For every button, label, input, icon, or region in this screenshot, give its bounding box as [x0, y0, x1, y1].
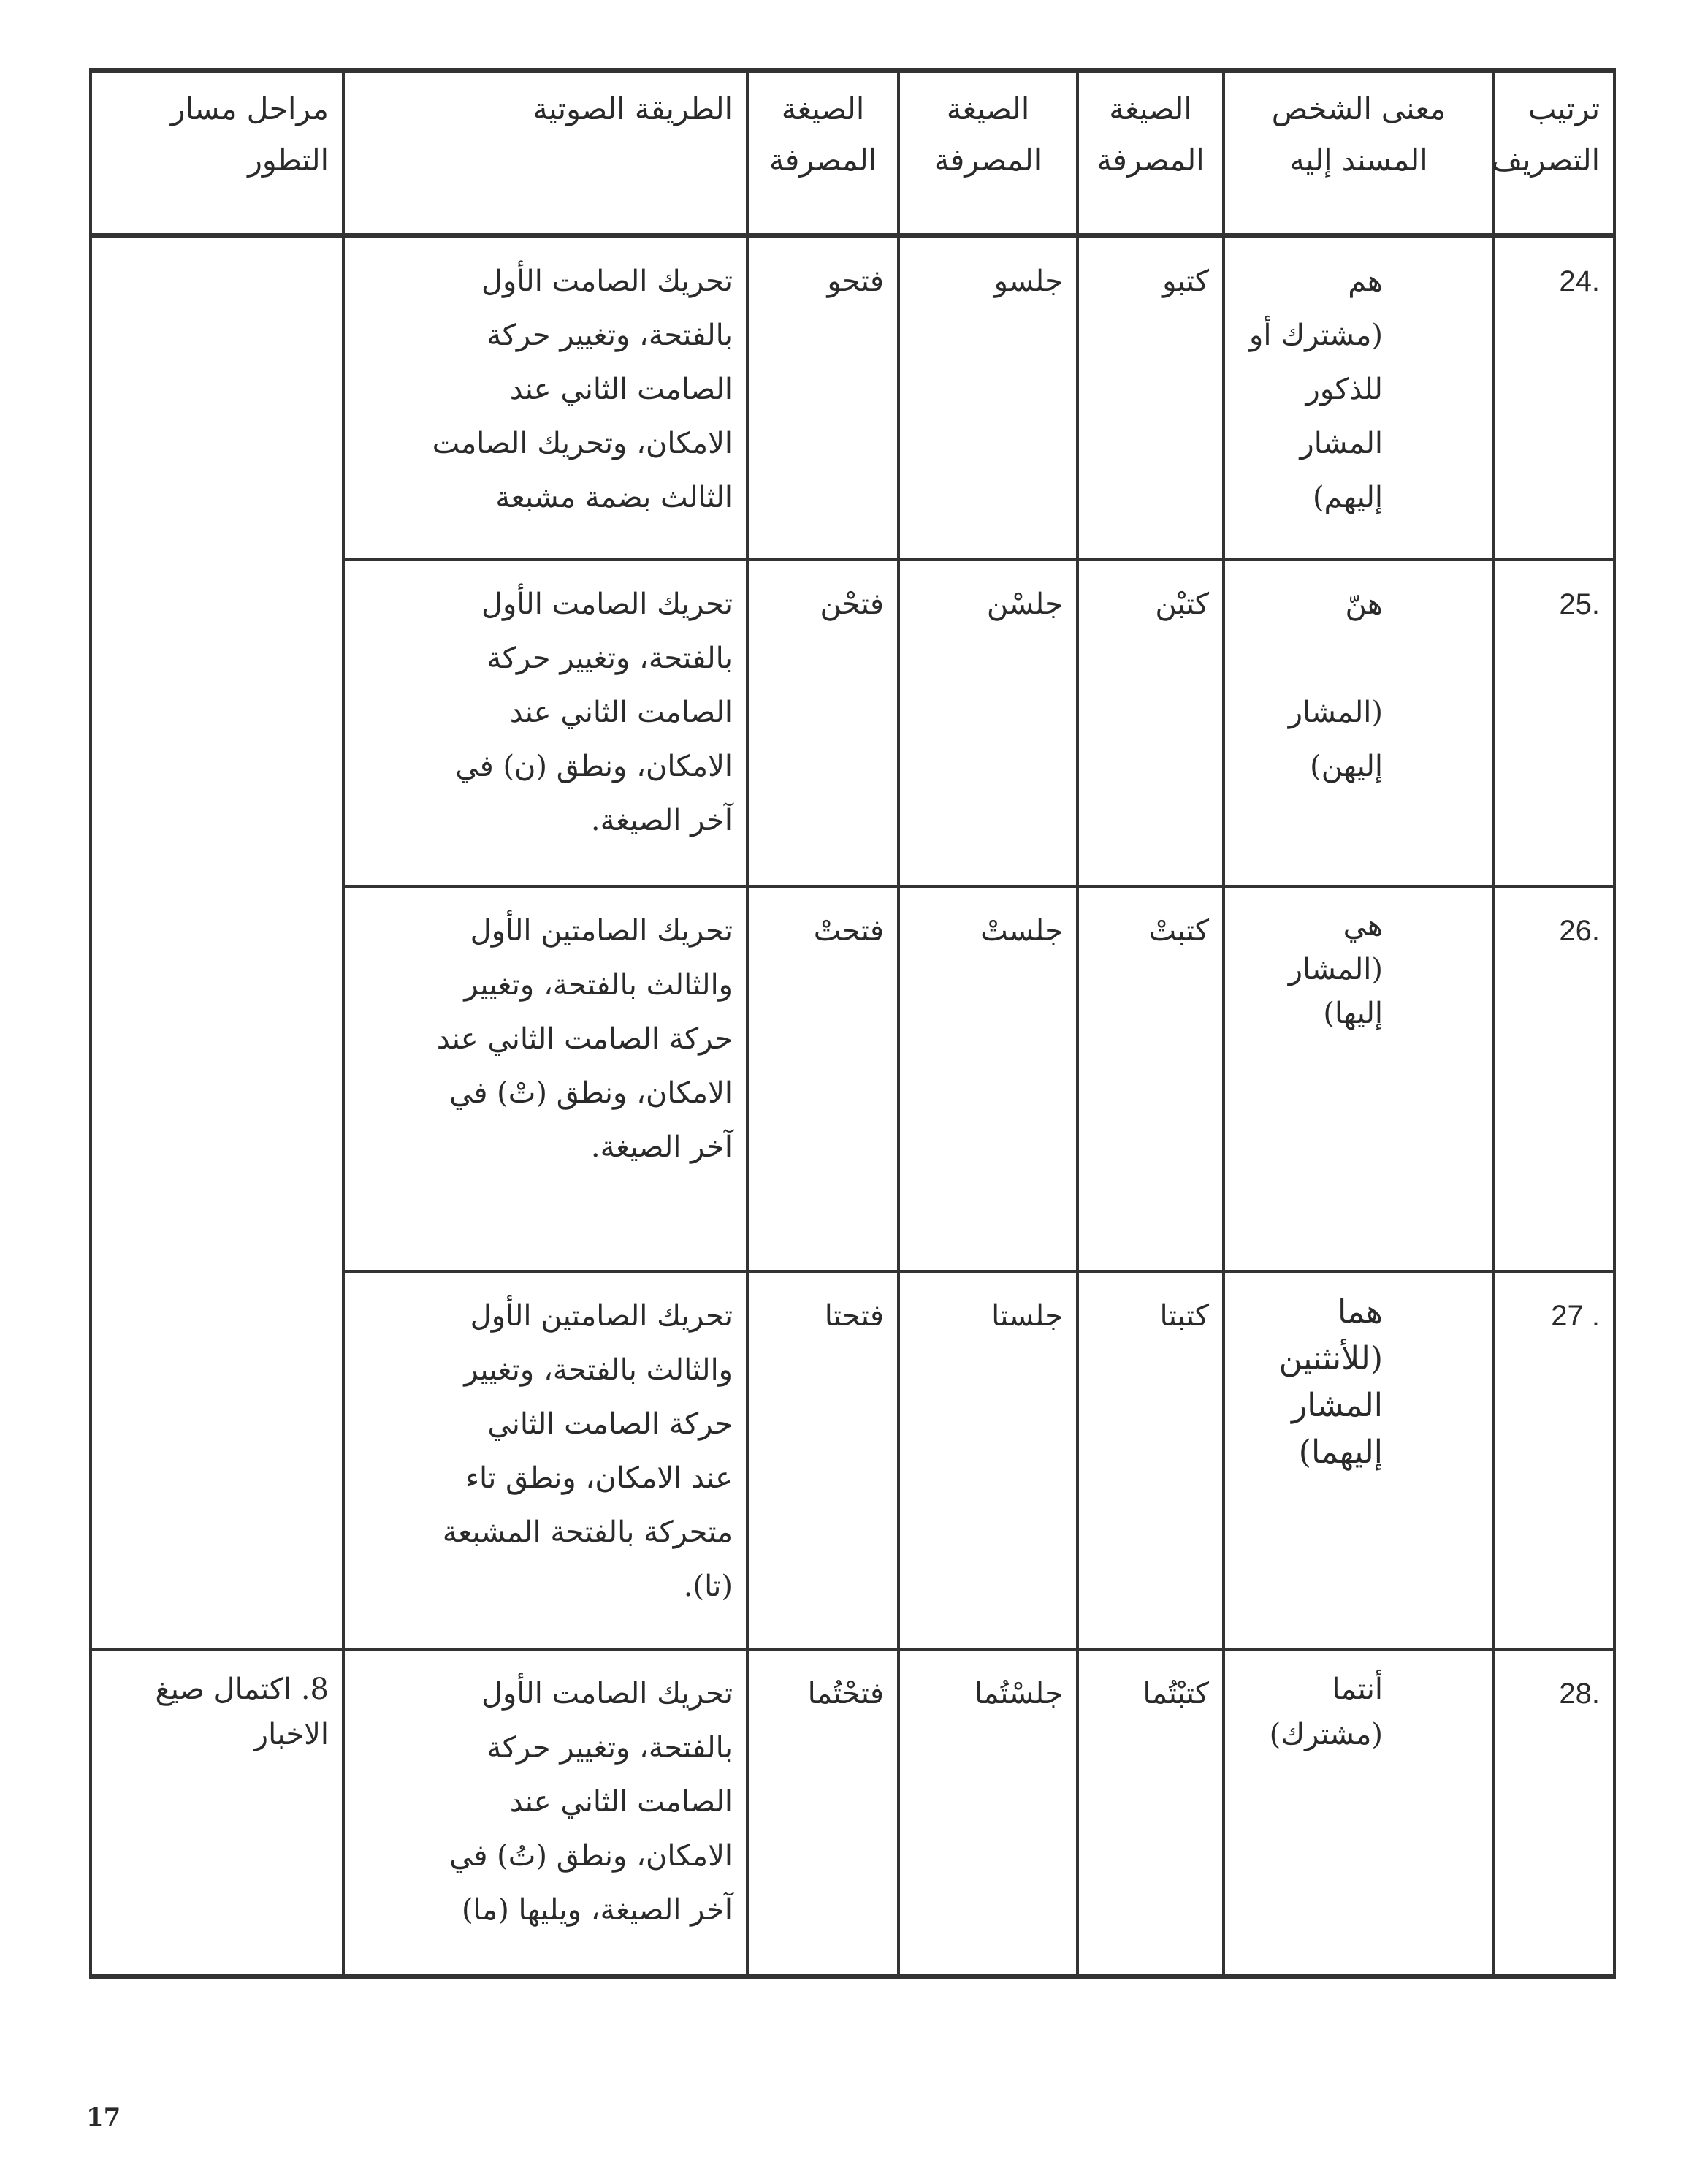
header-order: ترتيب التصريف — [1494, 71, 1614, 236]
header-form-1: الصيغة المصرفة — [1077, 71, 1224, 236]
person-cell: هي (المشار إليها) — [1224, 886, 1494, 1271]
method-cell: تحريك الصامت الأول بالفتحة، وتغيير حركة الصامت الثاني عند الامكان، ونطق (تُ) في آخر الصيغة، ويليها (ما) — [343, 1649, 747, 1976]
table-header-row — [91, 71, 1614, 236]
form-1-cell: كتبْن — [1077, 560, 1224, 886]
form-3-cell: فتحو — [747, 236, 899, 560]
stage-cell — [91, 236, 343, 1650]
header-person: معنى الشخص المسند إليه — [1224, 71, 1494, 236]
header-method: الطريقة الصوتية — [343, 71, 747, 236]
order-cell: 26. — [1494, 886, 1614, 1271]
person-cell: هنّ (المشار إليهن) — [1224, 560, 1494, 886]
form-1-cell: كتبتْ — [1077, 886, 1224, 1271]
header-form-3: الصيغة المصرفة — [747, 71, 899, 236]
form-2-cell: جلسْن — [899, 560, 1077, 886]
header-form-2: الصيغة المصرفة — [899, 71, 1077, 236]
method-cell: تحريك الصامتين الأول والثالث بالفتحة، وتغيير حركة الصامت الثاني عند الامكان، ونطق تاء متحركة بالفتحة المشبعة (تا). — [343, 1271, 747, 1649]
form-3-cell: فتحْن — [747, 560, 899, 886]
table-row — [91, 1649, 1614, 1976]
table-row — [91, 236, 1614, 560]
form-2-cell: جلسْتُما — [899, 1649, 1077, 1976]
method-cell: تحريك الصامتين الأول والثالث بالفتحة، وتغيير حركة الصامت الثاني عند الامكان، ونطق (تْ) في آخر الصيغة. — [343, 886, 747, 1271]
form-1-cell: كتبو — [1077, 236, 1224, 560]
order-cell: 24. — [1494, 236, 1614, 560]
person-cell: أنتما (مشترك) — [1224, 1649, 1494, 1976]
form-2-cell: جلسو — [899, 236, 1077, 560]
form-2-cell: جلستْ — [899, 886, 1077, 1271]
form-1-cell: كتبْتُما — [1077, 1649, 1224, 1976]
form-3-cell: فتحْتُما — [747, 1649, 899, 1976]
order-cell: 25. — [1494, 560, 1614, 886]
form-2-cell: جلستا — [899, 1271, 1077, 1649]
method-cell: تحريك الصامت الأول بالفتحة، وتغيير حركة الصامت الثاني عند الامكان، ونطق (ن) في آخر الصيغة. — [343, 560, 747, 886]
form-3-cell: فتحتا — [747, 1271, 899, 1649]
form-1-cell: كتبتا — [1077, 1271, 1224, 1649]
page-number: 17 — [86, 2103, 121, 2132]
person-cell: هم (مشترك أو للذكور المشار إليهم) — [1224, 236, 1494, 560]
method-cell: تحريك الصامت الأول بالفتحة، وتغيير حركة الصامت الثاني عند الامكان، وتحريك الصامت الثالث بضمة مشبعة — [343, 236, 747, 560]
stage-cell: 8. اكتمال صيغ الاخبار — [91, 1649, 343, 1976]
order-cell: 28. — [1494, 1649, 1614, 1976]
person-cell: هما (للأنثنين المشار إليهما) — [1224, 1271, 1494, 1649]
conjugation-table — [89, 68, 1616, 1979]
form-3-cell: فتحتْ — [747, 886, 899, 1271]
header-stage: مراحل مسار التطور — [91, 71, 343, 236]
order-cell: 27 . — [1494, 1271, 1614, 1649]
